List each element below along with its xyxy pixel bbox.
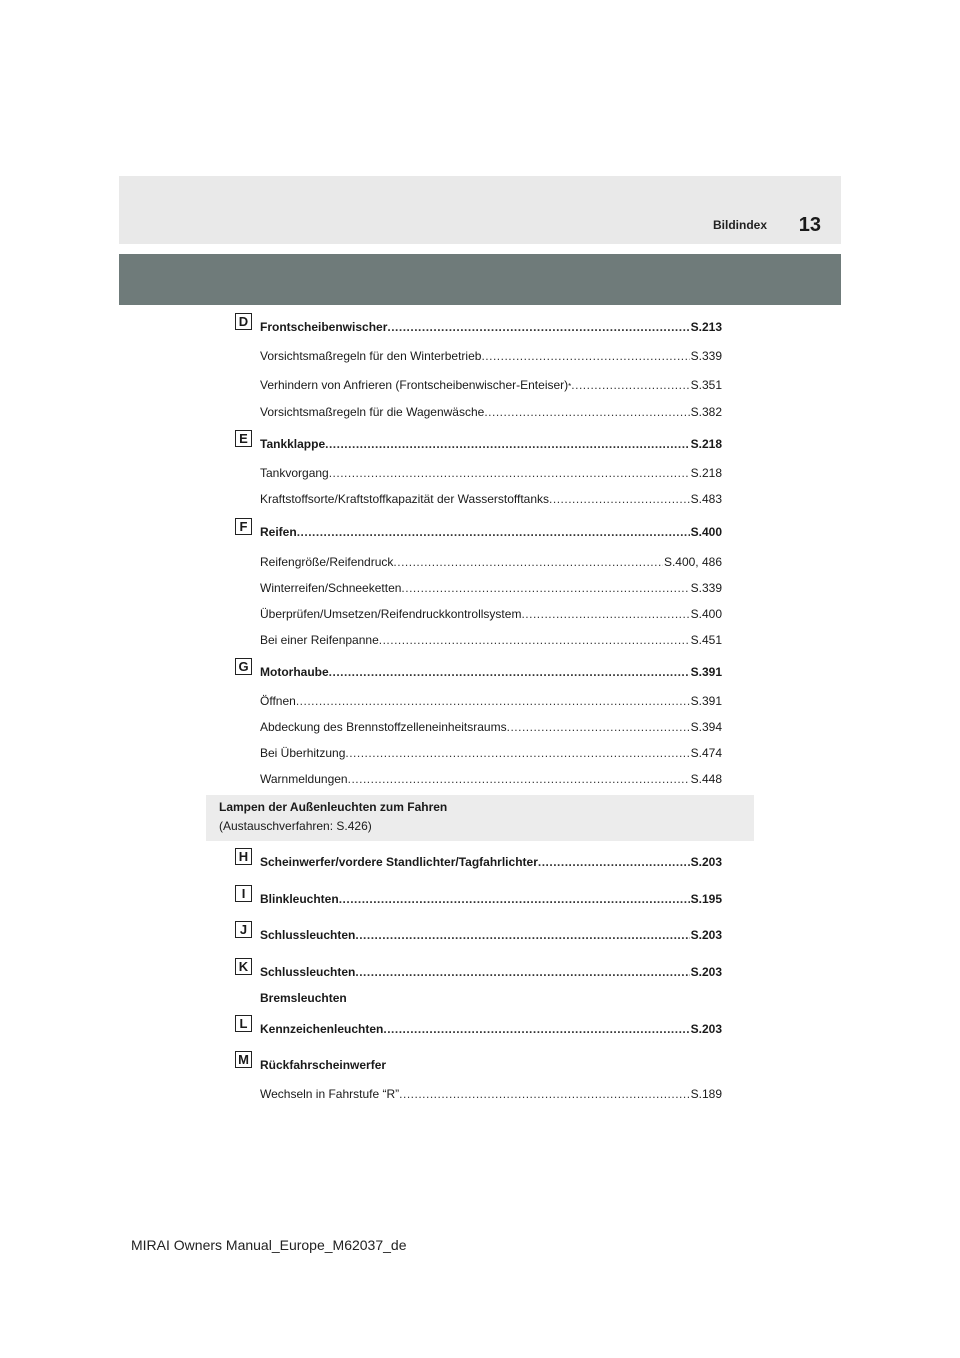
entry-label: Bei Überhitzung (260, 746, 346, 760)
index-entry[interactable] (260, 1087, 722, 1101)
index-entry[interactable] (260, 665, 722, 679)
index-entry[interactable] (260, 746, 722, 760)
page-reference[interactable]: S.382 (690, 405, 722, 419)
badge-l: L (235, 1015, 252, 1032)
entry-label: Kennzeichenleuchten (260, 1022, 384, 1036)
index-entry[interactable] (260, 928, 722, 942)
badge-k: K (235, 958, 252, 975)
dot-leader (329, 466, 690, 480)
page-reference[interactable]: S.474 (690, 746, 722, 760)
index-entry[interactable] (260, 466, 722, 480)
page-reference[interactable]: S.394 (690, 720, 722, 734)
index-entry[interactable] (260, 991, 722, 1005)
index-entry[interactable] (260, 855, 722, 869)
index-entry[interactable] (260, 405, 722, 419)
index-entry[interactable] (260, 1058, 722, 1072)
index-entry[interactable] (260, 437, 722, 451)
dot-leader (571, 378, 689, 392)
entry-label: Frontscheibenwischer (260, 320, 388, 334)
page-reference[interactable]: S.203 (690, 855, 722, 869)
dot-leader (355, 965, 689, 979)
badge-e: E (235, 430, 252, 447)
entry-label: Abdeckung des Brennstoffzelleneinheitsraums (260, 720, 507, 734)
dot-leader (297, 525, 690, 539)
dot-leader (507, 720, 690, 734)
dot-leader (387, 320, 689, 334)
entry-label: Tankklappe (260, 437, 326, 451)
dot-leader (484, 405, 689, 419)
dot-leader (348, 772, 690, 786)
entry-label: Vorsichtsmaßregeln für die Wagenwäsche (260, 405, 485, 419)
lamp-section-box (206, 795, 754, 841)
badge-m: M (235, 1051, 252, 1068)
dot-leader (379, 633, 690, 647)
index-entry[interactable] (260, 772, 722, 786)
page-reference[interactable]: S.339 (690, 349, 722, 363)
dot-leader (296, 694, 690, 708)
badge-j: J (235, 921, 252, 938)
index-entry[interactable] (260, 320, 722, 334)
dot-leader (538, 855, 690, 869)
index-entry[interactable] (260, 720, 722, 734)
page-reference[interactable]: S.400 (690, 607, 722, 621)
entry-label: Tankvorgang (260, 466, 329, 480)
badge-h: H (235, 848, 252, 865)
page-reference[interactable]: S.203 (690, 1022, 722, 1036)
section-title: Bildindex (712, 218, 767, 232)
lamp-section-subtitle: (Austauschverfahren: S.426) (219, 819, 372, 833)
dot-leader (345, 746, 689, 760)
index-entry[interactable] (260, 492, 722, 506)
dot-leader (481, 349, 689, 363)
header-image-band (119, 254, 841, 305)
dot-leader (399, 1087, 689, 1101)
entry-label: Bremsleuchten (260, 991, 347, 1005)
index-entry[interactable] (260, 694, 722, 708)
page-reference[interactable]: S.451 (690, 633, 722, 647)
entry-label: Reifengröße/Reifendruck (260, 555, 394, 569)
page-reference[interactable]: S.218 (690, 466, 722, 480)
dot-leader (393, 555, 663, 569)
page-header (119, 176, 841, 244)
entry-label: Überprüfen/Umsetzen/Reifendruckkontrollsystem (260, 607, 522, 621)
entry-label: Vorsichtsmaßregeln für den Winterbetrieb (260, 349, 482, 363)
page-reference[interactable]: S.195 (690, 892, 722, 906)
badge-i: I (235, 885, 252, 902)
index-entry[interactable] (260, 555, 722, 569)
index-entry[interactable] (260, 349, 722, 363)
dot-leader (329, 665, 690, 679)
footer-text: MIRAI Owners Manual_Europe_M62037_de (131, 1237, 407, 1253)
page-reference[interactable]: S.448 (690, 772, 722, 786)
index-entry[interactable] (260, 633, 722, 647)
entry-label: Verhindern von Anfrieren (Frontscheibenwischer-Enteiser) (260, 378, 569, 392)
lamp-section-title: Lampen der Außenleuchten zum Fahren (219, 800, 448, 814)
badge-d: D (235, 313, 252, 330)
entry-label: Scheinwerfer/vordere Standlichter/Tagfahrlichter (260, 855, 538, 869)
page-reference[interactable]: S.483 (690, 492, 722, 506)
badge-f: F (235, 518, 252, 535)
page-reference[interactable]: S.203 (690, 965, 722, 979)
entry-label: Schlussleuchten (260, 928, 356, 942)
page-reference[interactable]: S.189 (690, 1087, 722, 1101)
index-entry[interactable] (260, 965, 722, 979)
entry-label: Öffnen (260, 694, 296, 708)
page-reference[interactable]: S.213 (690, 320, 722, 334)
index-entry[interactable] (260, 1022, 722, 1036)
dot-leader (549, 492, 690, 506)
index-entry[interactable] (260, 581, 722, 595)
index-entry[interactable] (260, 892, 722, 906)
dot-leader (325, 437, 690, 451)
entry-label: Reifen (260, 525, 297, 539)
page-reference[interactable]: S.218 (690, 437, 722, 451)
entry-label: Kraftstoffsorte/Kraftstoffkapazität der Wasserstofftanks (260, 492, 550, 506)
entry-label: Winterreifen/Schneeketten (260, 581, 402, 595)
dot-leader (383, 1022, 689, 1036)
entry-label: Rückfahrscheinwerfer (260, 1058, 387, 1072)
entry-label: Wechseln in Fahrstufe “R” (260, 1087, 400, 1101)
dot-leader (355, 928, 689, 942)
entry-label: Blinkleuchten (260, 892, 339, 906)
entry-label: Schlussleuchten (260, 965, 356, 979)
dot-leader (521, 607, 689, 621)
dot-leader (339, 892, 690, 906)
page-reference[interactable]: S.339 (690, 581, 722, 595)
page-number: 13 (798, 214, 821, 236)
entry-label: Warnmeldungen (260, 772, 348, 786)
page-reference[interactable]: S.351 (690, 378, 722, 392)
page-reference[interactable]: S.203 (690, 928, 722, 942)
page-reference[interactable]: S.391 (690, 665, 722, 679)
index-entry[interactable] (260, 525, 722, 539)
entry-label: Bei einer Reifenpanne (260, 633, 379, 647)
page-reference[interactable]: S.391 (690, 694, 722, 708)
page-reference[interactable]: S.400, 486 (663, 555, 722, 569)
index-entry[interactable]: Verhindern von Anfrieren (Frontscheibenwischer-Enteiser) * ..... S.351 (260, 378, 722, 392)
entry-label: Motorhaube (260, 665, 329, 679)
badge-g: G (235, 658, 252, 675)
dot-leader (401, 581, 689, 595)
page-reference[interactable]: S.400 (690, 525, 722, 539)
index-entry[interactable] (260, 607, 722, 621)
